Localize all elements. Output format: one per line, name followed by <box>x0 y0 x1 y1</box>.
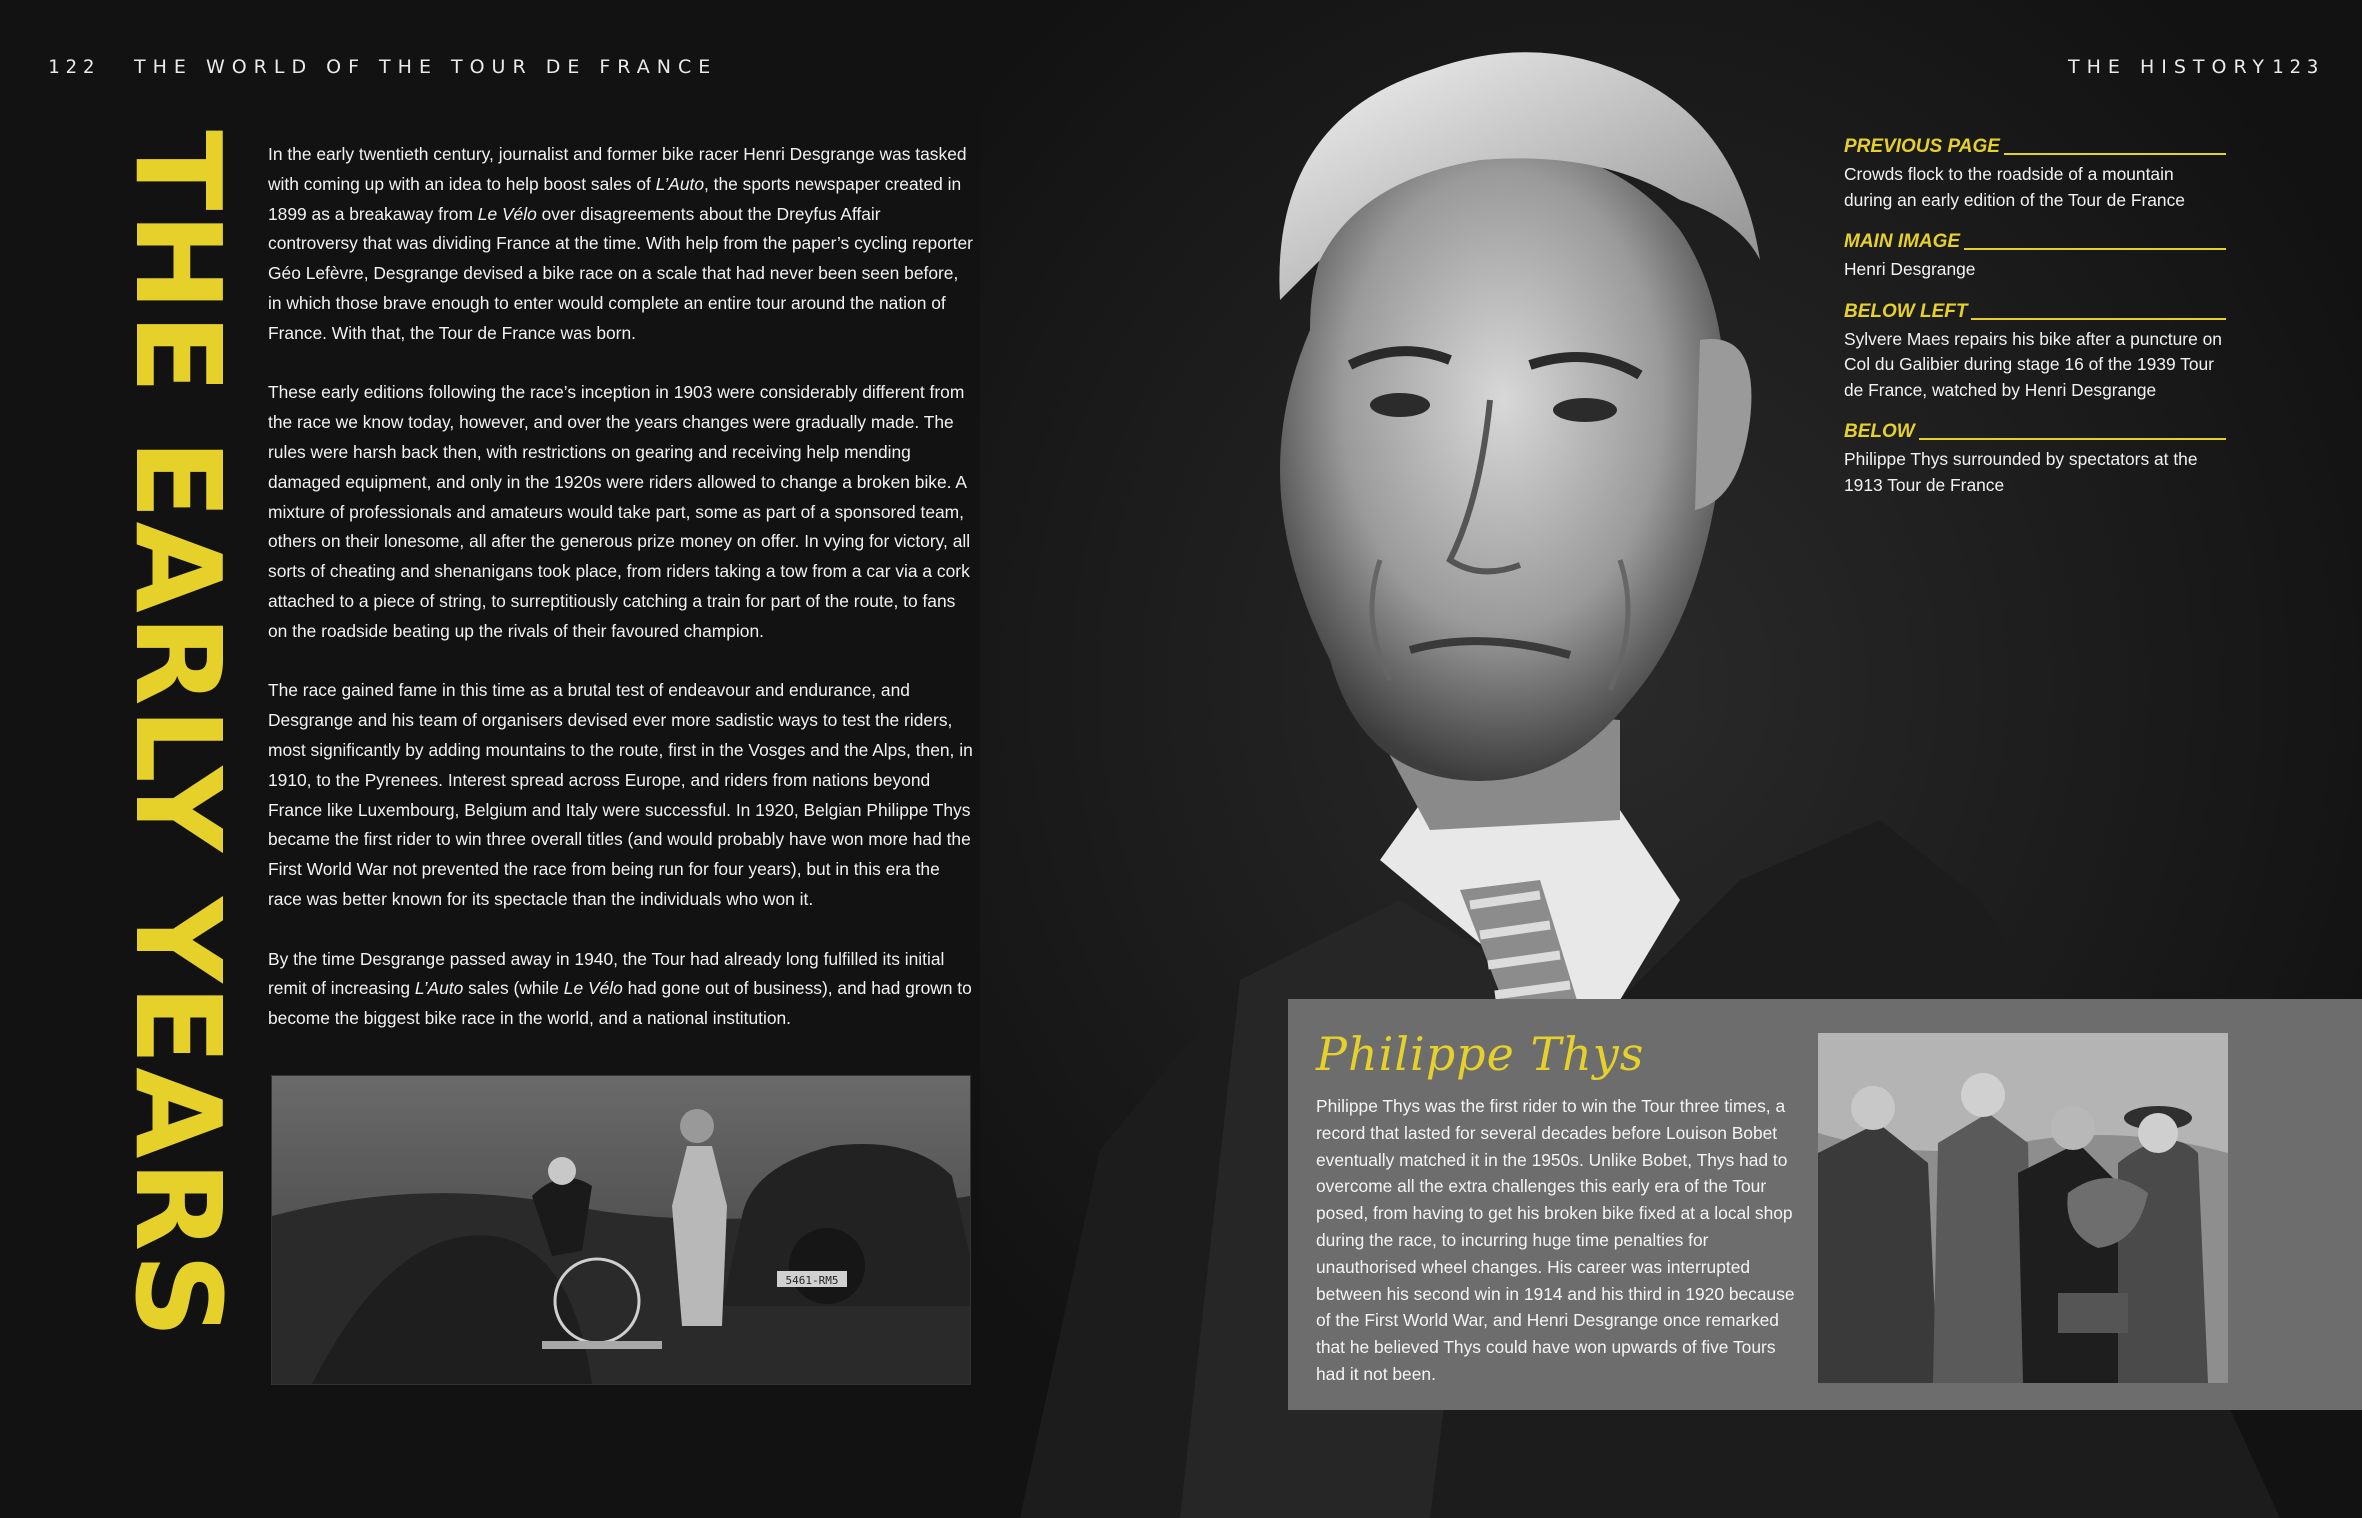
caption-rule <box>1919 438 2226 440</box>
caption-previous-page <box>1844 136 2226 213</box>
caption-heading: PREVIOUS PAGE <box>1844 136 2000 157</box>
page-title-text: THE EARLY YEARS <box>109 130 247 1341</box>
page-title <box>88 130 248 1341</box>
caption-rule <box>1964 248 2226 250</box>
sidebar-box-philippe-thys <box>1288 999 2362 1410</box>
photo-below-philippe-thys <box>1818 1033 2228 1383</box>
page-number-left: 122 <box>48 56 101 78</box>
caption-rule <box>2004 153 2226 155</box>
photo-below-left <box>271 1075 971 1385</box>
page-number-right: 123 <box>2272 56 2325 78</box>
caption-heading: MAIN IMAGE <box>1844 231 1961 252</box>
caption-text: Crowds flock to the roadside of a mountain during an early edition of the Tour de France <box>1844 164 2185 210</box>
body-paragraph: The race gained fame in this time as a brutal test of endeavour and endurance, and Desgrange and his team of organisers devised ever more sadistic ways to test the riders, most significantly by adding mountains to the route, first in the Vosges and the Alps, then, in 1910, to the Pyrenees. Interest spread across Europe, and riders from nations beyond France like Luxembourg, Belgium and Italy were successful. In 1920, Belgian Philippe Thys became the first rider to win three overall titles (and would probably have won more had the First World War not prevented the race from being run for four years), but in this era the race was better known for its spectacle than the individuals who won it. <box>268 680 973 909</box>
caption-text: Henri Desgrange <box>1844 259 1976 279</box>
captions-panel <box>1844 136 2226 516</box>
running-header-left: THE WORLD OF THE TOUR DE FRANCE <box>134 56 718 78</box>
licence-plate: 5461-RM5 <box>785 1274 839 1287</box>
caption-main-image <box>1844 231 2226 283</box>
body-paragraph: These early editions following the race’s inception in 1903 were considerably different from the race we know today, however, and over the years changes were gradually made. The rules were harsh back then, with restrictions on gearing and receiving help mending damaged equipment, and only in the 1920s were riders allowed to change a broken bike. A mixture of professionals and amateurs would take part, some as part of a sponsored team, others on their lonesome, all after the generous prize money on offer. In vying for victory, all sorts of cheating and shenanigans took place, from riders taking a tow from a car via a cork attached to a piece of string, to surreptitiously catching a train for part of the route, to fans on the roadside beating up the rivals of their favoured champion. <box>268 382 971 641</box>
running-header-right: THE HISTORY <box>2068 56 2272 78</box>
sidebar-text: Philippe Thys was the first rider to win the Tour three times, a record that lasted for several decades before Louison Bobet eventually matched it in the 1950s. Unlike Bobet, Thys had to overcome all the extra challenges this early era of the Tour posed, from having to get his broken bike fixed at a local shop during the race, to incurring huge time penalties for unauthorised wheel changes. His career was interrupted between his second win in 1914 and his third in 1920 because of the First World War, and Henri Desgrange once remarked that he believed Thys could have won upwards of five Tours had it not been. <box>1316 1096 1795 1384</box>
caption-text: Sylvere Maes repairs his bike after a puncture on Col du Galibier during stage 16 of the 1939 Tour de France, watched by Henri Desgrange <box>1844 328 2222 400</box>
caption-below <box>1844 421 2226 498</box>
caption-heading: BELOW <box>1844 421 1915 442</box>
body-paragraph: In the early twentieth century, journalist and former bike racer Henri Desgrange was tasked with coming up with an idea to help boost sales of L’Auto, the sports newspaper created in 1899 as a breakaway from Le Vélo over disagreements about the Dreyfus Affair controversy that was dividing France at the time. With help from the paper’s cycling reporter Géo Lefèvre, Desgrange devised a bike race on a scale that had never been seen before, in which those brave enough to enter would complete an entire tour around the nation of France. With that, the Tour de France was born. <box>268 144 973 343</box>
caption-heading: BELOW LEFT <box>1844 300 1968 322</box>
article-body <box>268 140 973 1064</box>
sidebar-title: Philippe Thys <box>1316 1027 1645 1081</box>
caption-rule <box>1971 318 2226 320</box>
caption-below-left <box>1844 301 2226 404</box>
body-paragraph: By the time Desgrange passed away in 1940, the Tour had already long fulfilled its initial remit of increasing L’Auto sales (while Le Vélo had gone out of business), and had grown to become the biggest bike race in the world, and a national institution. <box>268 948 972 1029</box>
caption-text: Philippe Thys surrounded by spectators at the 1913 Tour de France <box>1844 449 2198 495</box>
